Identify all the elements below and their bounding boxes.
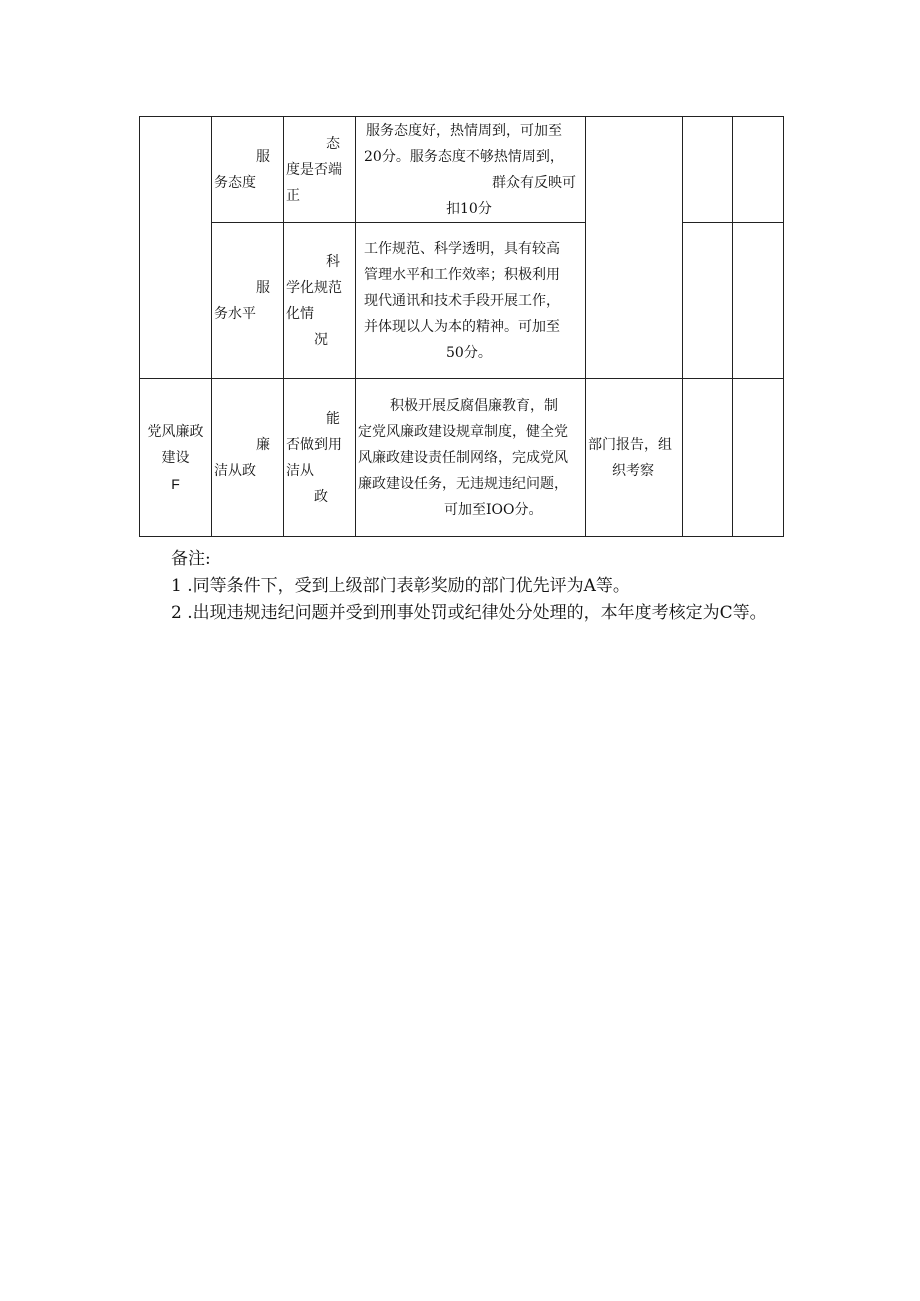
score-cell-3b — [733, 379, 784, 537]
standard-text: 定党风廉政建设规章制度，健全党 — [358, 423, 568, 440]
criteria-text: 学化规范 — [286, 279, 342, 296]
standard-text: 扣10分 — [446, 200, 492, 217]
method-text: 部门报告，组 — [588, 436, 672, 453]
criteria-text: 政 — [314, 488, 328, 505]
standard-text: 工作规范、科学透明，具有较高 — [364, 240, 560, 257]
score-cell-2a — [683, 223, 733, 379]
category-cell-party-integrity — [140, 379, 212, 537]
score-cell-1b — [733, 117, 784, 223]
standard-text: 20分。服务态度不够热情周到， — [364, 148, 564, 165]
remarks-item-1: 1 .同等条件下，受到上级部门表彰奖励的部门优先评为A等。 — [171, 576, 630, 596]
standard-text: 廉政建设任务，无违规违纪问题， — [358, 475, 568, 492]
item-text: 服 — [256, 279, 270, 296]
item-cell-service-level — [212, 223, 284, 379]
score-cell-1a — [683, 117, 733, 223]
remarks-item-2: 2 .出现违规违纪问题并受到刑事处罚或纪律处分处理的，本年度考核定为C等。 — [171, 603, 767, 623]
standard-text: 风廉政建设责任制网络，完成党风 — [358, 449, 568, 466]
item-text: 务水平 — [214, 305, 256, 322]
criteria-text: 科 — [326, 253, 340, 270]
standard-text: 并体现以人为本的精神。可加至 — [364, 318, 560, 335]
criteria-text: 能 — [326, 410, 340, 427]
score-cell-3a — [683, 379, 733, 537]
criteria-cell-integrity — [284, 379, 356, 537]
remarks-section — [139, 546, 789, 627]
item-text: 务态度 — [214, 174, 256, 191]
item-text: 洁从政 — [214, 462, 256, 479]
standard-cell-service-attitude — [356, 117, 586, 223]
category-code: F — [171, 475, 180, 492]
standard-cell-integrity — [356, 379, 586, 537]
item-cell-integrity — [212, 379, 284, 537]
criteria-text: 否做到用 — [286, 436, 342, 453]
standard-text: 50分。 — [446, 344, 492, 361]
remarks-title: 备注: — [171, 549, 211, 569]
standard-cell-service-level — [356, 223, 586, 379]
criteria-text: 况 — [314, 331, 328, 348]
standard-text: 群众有反映可 — [492, 174, 576, 191]
standard-text: 服务态度好，热情周到，可加至 — [366, 122, 562, 139]
category-text: 建设 — [161, 449, 190, 466]
standard-text: 管理水平和工作效率；积极利用 — [364, 266, 560, 283]
criteria-text: 化情 — [286, 305, 314, 322]
criteria-cell-service-attitude — [284, 117, 356, 223]
method-cell-empty — [586, 117, 683, 379]
category-cell-empty — [140, 117, 212, 379]
assessment-table — [139, 116, 784, 537]
score-cell-2b — [733, 223, 784, 379]
item-text: 廉 — [256, 436, 270, 453]
item-cell-service-attitude — [212, 117, 284, 223]
criteria-text: 正 — [286, 187, 300, 204]
standard-text: 现代通讯和技术手段开展工作， — [364, 292, 560, 309]
criteria-text: 洁从 — [286, 462, 314, 479]
criteria-text: 态 — [326, 135, 340, 152]
criteria-text: 度是否端 — [286, 161, 342, 178]
category-text: 党风廉政 — [147, 423, 204, 440]
standard-text: 可加至IOO分。 — [444, 501, 543, 518]
table-row-integrity — [140, 379, 784, 537]
method-text: 织考察 — [612, 462, 654, 479]
criteria-cell-service-level — [284, 223, 356, 379]
table-row-service-attitude — [140, 117, 784, 223]
table-row-service-level — [140, 223, 784, 379]
item-text: 服 — [256, 148, 270, 165]
method-cell-integrity — [586, 379, 683, 537]
standard-text: 积极开展反腐倡廉教育，制 — [390, 397, 558, 414]
